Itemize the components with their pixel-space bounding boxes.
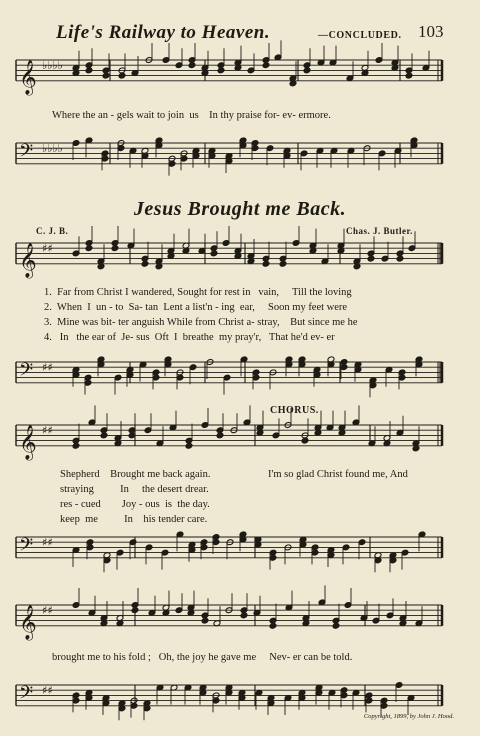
- svg-text:𝄢: 𝄢: [19, 534, 34, 560]
- chorus-label: CHORUS.: [270, 405, 319, 416]
- svg-text:♭♭♭♭: ♭♭♭♭: [42, 59, 63, 72]
- svg-text:♯♯: ♯♯: [42, 361, 53, 374]
- system4-lyric: brought me to his fold ; Oh, the joy he gave me Nev- er can be told.: [52, 652, 353, 663]
- system1-lyric: Where the an - gels wait to join us In thy praise for- ev- ermore.: [52, 110, 331, 121]
- svg-text:♯♯: ♯♯: [42, 684, 53, 697]
- svg-text:♭♭♭♭: ♭♭♭♭: [42, 142, 63, 155]
- header-title: Life's Railway to Heaven.: [56, 22, 271, 43]
- chorus-lyric: I'm so glad Christ found me, And: [268, 469, 408, 480]
- lyricist-credit: C. J. B.: [36, 226, 69, 236]
- verse-line-3: 3. Mine was bit- ter anguish While from Christ a- stray, But since me he: [44, 317, 358, 328]
- verse-line-4: 4. In the ear of Je- sus Oft I breathe my pray'r, That he'd ev- er: [44, 332, 335, 343]
- composer-credit: Chas. J. Butler.: [346, 226, 413, 236]
- svg-text:♯♯: ♯♯: [42, 604, 53, 617]
- song-title: Jesus Brought me Back.: [133, 198, 347, 220]
- verse-line-2: 2. When I un - to Sa- tan Lent a list'n - ing ear, Soon my feet were: [44, 302, 348, 313]
- system3-lyric-3: res - cued Joy - ous is the day.: [60, 499, 210, 510]
- header-subtitle: —CONCLUDED.: [318, 30, 402, 41]
- svg-text:𝄢: 𝄢: [19, 682, 34, 708]
- system3-lyric-2: straying In the desert drear.: [60, 484, 209, 495]
- svg-text:♯♯: ♯♯: [42, 536, 53, 549]
- svg-text:𝄞: 𝄞: [19, 424, 37, 460]
- system3-lyric-1: Shepherd Brought me back again.: [60, 469, 211, 480]
- system3-lyric-4: keep me In his tender care.: [60, 514, 208, 525]
- note-heads: [72, 40, 430, 720]
- svg-text:𝄢: 𝄢: [19, 140, 34, 166]
- svg-text:𝄞: 𝄞: [19, 242, 37, 278]
- verse-line-1: 1. Far from Christ I wandered, Sought for rest in vain, Till the loving: [44, 287, 352, 298]
- svg-text:♯♯: ♯♯: [42, 242, 53, 255]
- svg-text:𝄢: 𝄢: [19, 359, 34, 385]
- page-number: 103: [418, 22, 444, 41]
- svg-text:𝄞: 𝄞: [19, 59, 37, 95]
- svg-text:♯♯: ♯♯: [42, 424, 53, 437]
- svg-text:𝄞: 𝄞: [19, 604, 37, 640]
- copyright-notice: Copyright, 1899, by John J. Hood.: [363, 713, 454, 720]
